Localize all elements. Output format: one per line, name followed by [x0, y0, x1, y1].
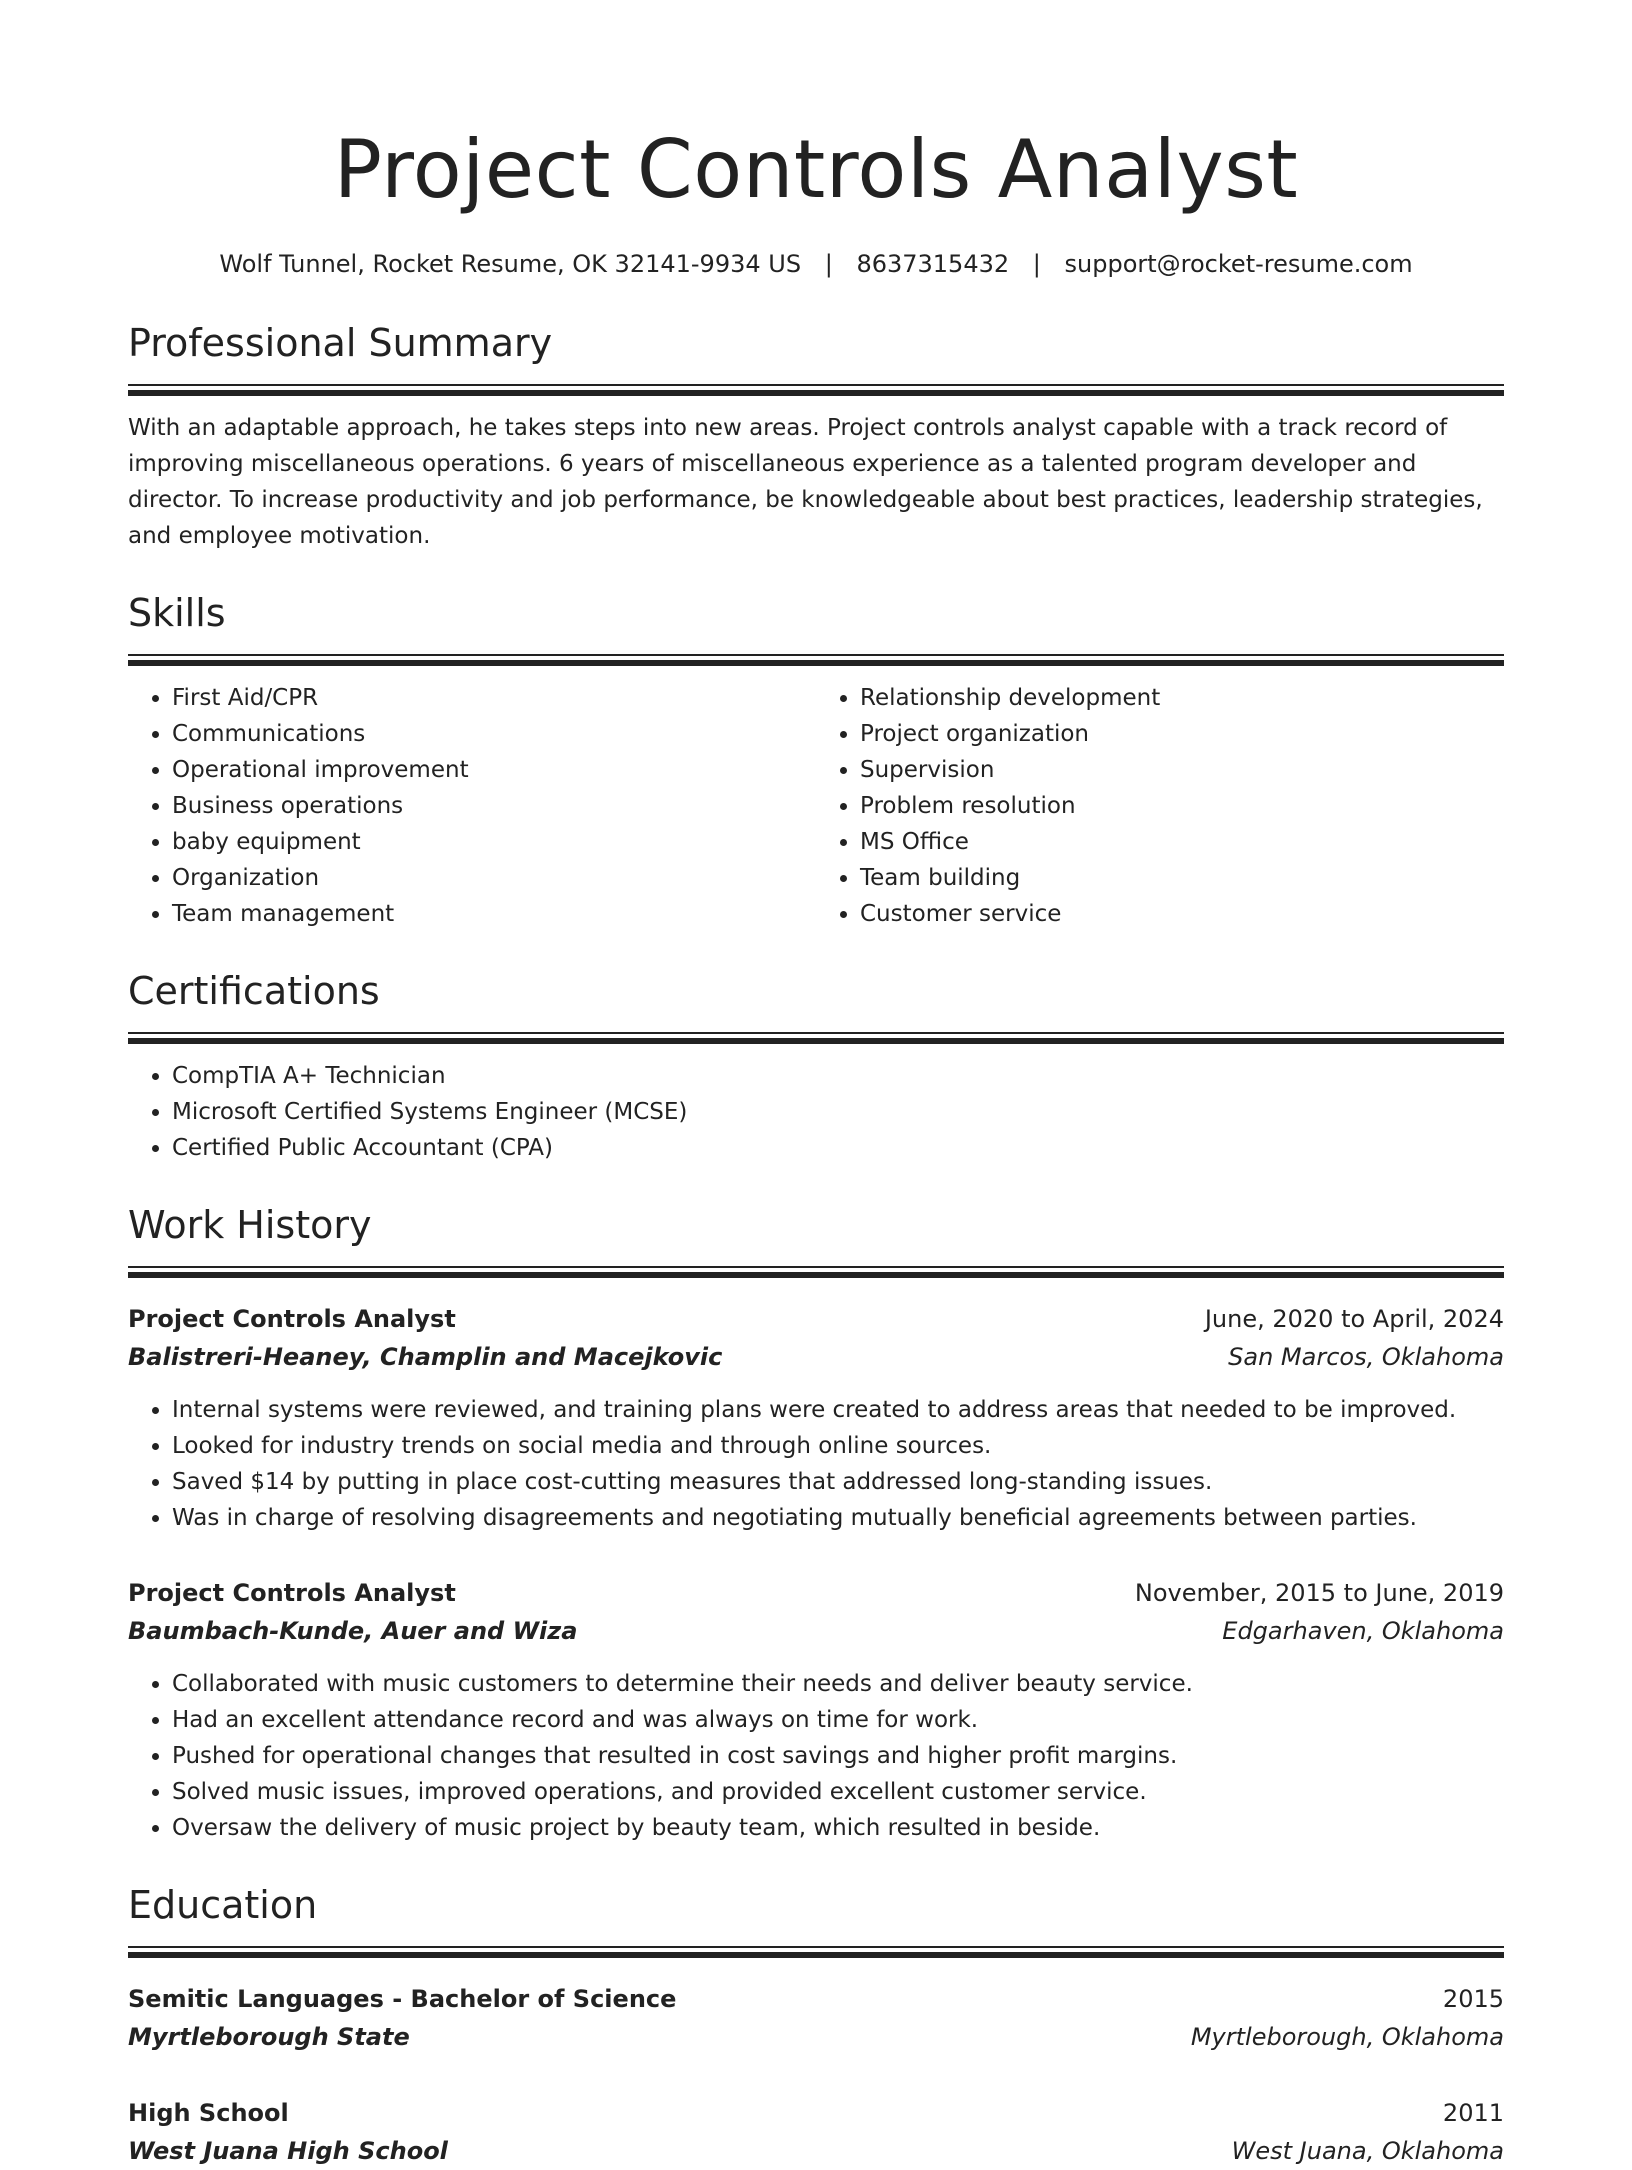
job-company: Balistreri-Heaney, Champlin and Macejkovic: [128, 1343, 723, 1371]
section-divider: [128, 654, 1504, 666]
job-entry: [128, 1574, 1504, 1846]
education-location: Myrtleborough, Oklahoma: [1190, 2023, 1504, 2051]
job-location: San Marcos, Oklahoma: [1228, 1343, 1504, 1371]
job-bullet: • Pushed for operational changes that resulted in cost savings and higher profit margins.: [172, 1738, 1504, 1774]
skill-item: • Organization: [172, 860, 816, 896]
skill-item: • Team building: [860, 860, 1504, 896]
job-bullet: • Collaborated with music customers to determine their needs and deliver beauty service.: [172, 1666, 1504, 1702]
education-header-row: [128, 1980, 1504, 2018]
section-heading: Work History: [128, 1203, 372, 1247]
job-header-row: [128, 1574, 1504, 1612]
summary-text: With an adaptable approach, he takes steps into new areas. Project controls analyst capable with a track record of improving miscellaneous operations. 6 years of miscellaneous experience as a talented program developer and director. To increase productivity and job performance, be knowledgeable about best practices, leadership strategies, and employee motivation.: [128, 415, 1483, 549]
job-location: Edgarhaven, Oklahoma: [1222, 1617, 1504, 1645]
work-history-section: [128, 1200, 1504, 1846]
job-header-row: [128, 1300, 1504, 1338]
education-entry: [128, 1980, 1504, 2056]
skills-section: [128, 588, 1504, 932]
job-title: Project Controls Analyst: [128, 1305, 456, 1333]
skill-item: • Operational improvement: [172, 752, 816, 788]
section-heading: Skills: [128, 591, 226, 635]
job-bullet: • Looked for industry trends on social media and through online sources.: [172, 1428, 1504, 1464]
education-location: West Juana, Oklahoma: [1231, 2137, 1504, 2165]
education-entry: [128, 2094, 1504, 2170]
job-bullets: [128, 1392, 1504, 1536]
skill-item: • Project organization: [860, 716, 1504, 752]
skill-item: • Customer service: [860, 896, 1504, 932]
section-divider: [128, 384, 1504, 396]
skill-item: • MS Office: [860, 824, 1504, 860]
certifications-list: [128, 1058, 1504, 1166]
job-bullet: • Internal systems were reviewed, and training plans were created to address areas that needed to be improved.: [172, 1392, 1504, 1428]
contact-separator: |: [1032, 250, 1041, 278]
certifications-section: [128, 966, 1504, 1166]
job-entry: [128, 1300, 1504, 1536]
certification-item: • CompTIA A+ Technician: [172, 1058, 1504, 1094]
certification-item: • Certified Public Accountant (CPA): [172, 1130, 1504, 1166]
contact-phone: 8637315432: [856, 250, 1010, 278]
education-header-row: [128, 2094, 1504, 2132]
education-degree: Semitic Languages - Bachelor of Science: [128, 1985, 677, 2013]
summary-section: [128, 318, 1504, 554]
section-heading: Education: [128, 1883, 318, 1927]
job-bullets: [128, 1666, 1504, 1846]
education-school: Myrtleborough State: [128, 2023, 410, 2051]
skill-item: • baby equipment: [172, 824, 816, 860]
skill-item: • First Aid/CPR: [172, 680, 816, 716]
contact-separator: |: [824, 250, 833, 278]
skill-item: • Problem resolution: [860, 788, 1504, 824]
education-year: 2015: [1442, 1985, 1504, 2013]
skill-item: • Business operations: [172, 788, 816, 824]
education-degree: High School: [128, 2099, 289, 2127]
skills-list-left: [128, 680, 816, 932]
section-divider: [128, 1266, 1504, 1278]
education-school: West Juana High School: [128, 2137, 448, 2165]
job-bullet: • Saved $14 by putting in place cost-cutting measures that addressed long-standing issues.: [172, 1464, 1504, 1500]
contact-line: [128, 248, 1504, 280]
education-year: 2011: [1442, 2099, 1504, 2127]
section-divider: [128, 1032, 1504, 1044]
job-bullet: • Was in charge of resolving disagreements and negotiating mutually beneficial agreements between parties.: [172, 1500, 1504, 1536]
job-bullet: • Solved music issues, improved operations, and provided excellent customer service.: [172, 1774, 1504, 1810]
job-bullet: • Oversaw the delivery of music project by beauty team, which resulted in beside.: [172, 1810, 1504, 1846]
skills-list-right: [816, 680, 1504, 932]
section-heading: Certifications: [128, 969, 380, 1013]
job-bullet: • Had an excellent attendance record and was always on time for work.: [172, 1702, 1504, 1738]
skill-item: • Communications: [172, 716, 816, 752]
job-company-row: [128, 1612, 1504, 1650]
section-heading: Professional Summary: [128, 321, 553, 365]
skill-item: • Relationship development: [860, 680, 1504, 716]
resume-title: Project Controls Analyst: [333, 123, 1299, 216]
job-title: Project Controls Analyst: [128, 1579, 456, 1607]
job-company: Baumbach-Kunde, Auer and Wiza: [128, 1617, 578, 1645]
job-company-row: [128, 1338, 1504, 1376]
contact-address: Wolf Tunnel, Rocket Resume, OK 32141-9934 US: [219, 250, 802, 278]
job-dates: June, 2020 to April, 2024: [1204, 1305, 1504, 1333]
skill-item: • Team management: [172, 896, 816, 932]
section-divider: [128, 1946, 1504, 1958]
education-school-row: [128, 2132, 1504, 2170]
contact-email: support@rocket-resume.com: [1064, 250, 1413, 278]
skills-grid: [128, 666, 1504, 932]
skill-item: • Supervision: [860, 752, 1504, 788]
education-school-row: [128, 2018, 1504, 2056]
certification-item: • Microsoft Certified Systems Engineer (MCSE): [172, 1094, 1504, 1130]
education-section: [128, 1880, 1504, 2170]
job-dates: November, 2015 to June, 2019: [1134, 1579, 1504, 1607]
